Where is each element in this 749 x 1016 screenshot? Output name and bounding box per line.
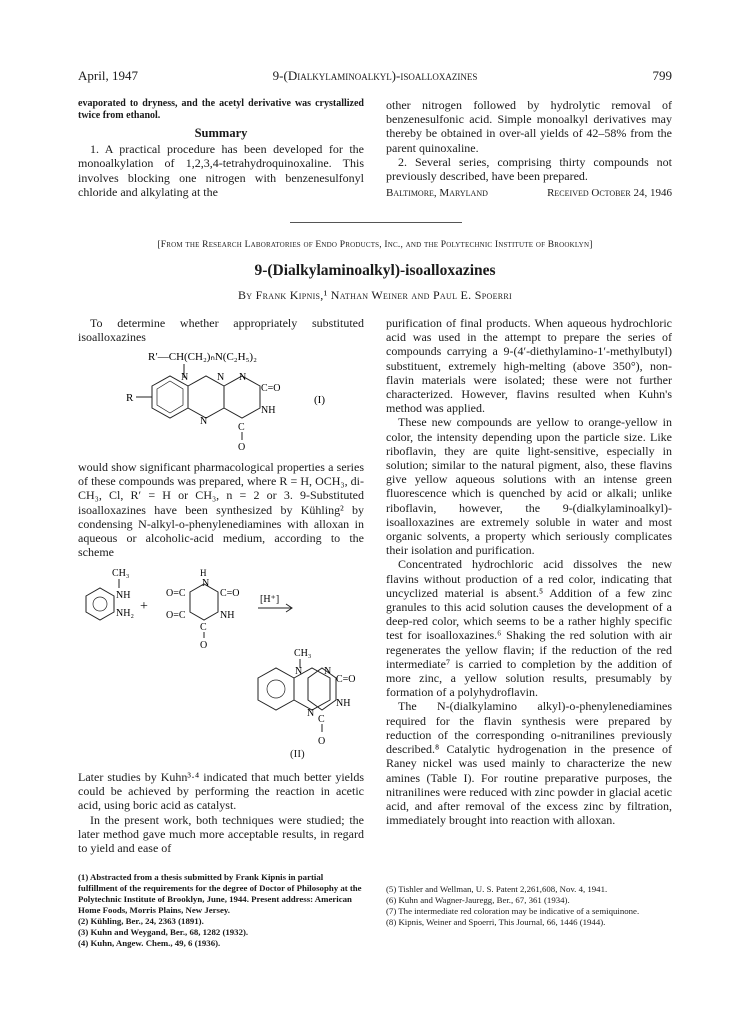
footnote-2: (2) Kühling, Ber., 24, 2363 (1891).: [78, 916, 204, 926]
footnote-3: (3) Kuhn and Weygand, Ber., 68, 1282 (1932).: [78, 927, 249, 937]
svg-text:NH: NH: [220, 610, 235, 621]
affiliation: [From the Research Laboratories of Endo Products, Inc., and the Polytechnic Institute of Brooklyn]: [157, 240, 593, 250]
prev-article-right-column: [386, 98, 672, 200]
left-column-synthesis: [78, 460, 364, 559]
footnote-6: (6) Kuhn and Wagner-Jauregg, Ber., 67, 361 (1934).: [386, 895, 570, 905]
summary-paragraph-1: 1. A practical procedure has been developed for the monoalkylation of 1,2,3,4-tetrahydroquinoxaline. This involves blocking one nitrogen with benzenesulfonyl chloride and alkylating at the: [78, 142, 364, 199]
arrow-label: [H⁺]: [260, 594, 280, 605]
svg-text:N: N: [202, 578, 210, 589]
svg-text:NH₂: NH₂: [116, 608, 134, 619]
svg-text:H: H: [200, 568, 207, 578]
r-substituent: R: [126, 392, 134, 404]
received-line: [386, 186, 672, 200]
hcl-paragraph: Concentrated hydrochloric acid dissolves the new flavins without production of a red color, indicating that uncyclized material is absent.⁵ Addition of a few zinc granules to this acid solution causes the development of a deep-red color, which seems to be a rather highly specific test for isoalloxazines.⁶ Shaking the red solution with air regenerates the yellow flavin; if the reduction of the red intermediate⁷ is carried to completion by the addition of more zinc, a yellow solution results, presumably by formation of a polyhydroflavin.: [386, 557, 672, 700]
summary-paragraph-2: 2. Several series, comprising thirty compounds not previously described, have been prepared.: [386, 154, 672, 184]
svg-text:CH₃: CH₃: [294, 648, 312, 659]
svg-text:O=C: O=C: [166, 588, 186, 599]
footnote-8: (8) Kipnis, Weiner and Spoerri, This Journal, 66, 1446 (1944).: [386, 917, 606, 927]
svg-text:N: N: [217, 372, 225, 383]
footnote-1: (1) Abstracted from a thesis submitted by Frank Kipnis in partial fulfillment of the requirements for the degree of Doctor of Philosophy at the Polytechnic Institute of Brooklyn, June, 1944. Present address: American Home Foods, Morris Plains, New Jersey.: [78, 872, 362, 915]
running-header: [78, 68, 672, 84]
svg-text:N: N: [324, 666, 332, 677]
svg-text:O: O: [200, 640, 208, 651]
svg-text:C=O: C=O: [220, 588, 240, 599]
svg-text:C: C: [238, 422, 245, 433]
svg-text:O=C: O=C: [166, 610, 186, 621]
svg-text:NH: NH: [116, 590, 131, 601]
svg-text:C: C: [200, 622, 207, 633]
purification-paragraph: purification of final products. When aqueous hydrochloric acid was used in the attempt to prepare the series of compounds carrying a 9-(4′-diethylamino-1′-methylbutyl) substituent, extremely high-melting (above 350°), non-flavin materials were isolated; these were not further characterized. However, flavins resulted when Kuhn's method was applied.: [386, 316, 672, 416]
svg-text:N: N: [200, 416, 208, 427]
section-divider: [290, 222, 462, 223]
diamine-paragraph: The N-(dialkylamino alkyl)-o-phenylenediamines required for the flavin synthesis were prepared by reduction of the corresponding o-nitranilines previously described.⁸ Catalytic hydrogenation in the presence of Raney nickel was used mainly to characterize the new amines (Table I). For routine preparative purposes, the nitranilines were reduced with zinc powder in glacial acetic acid, and after removal of the excess zinc by filtration, immediately brought into reaction with alloxan.: [386, 699, 672, 828]
structure-II-right-ring: [306, 660, 366, 750]
svg-text:CH₃: CH₃: [112, 568, 130, 579]
svg-text:NH: NH: [261, 405, 276, 416]
structure-I: [100, 346, 360, 454]
svg-text:N: N: [239, 372, 247, 383]
svg-text:NH: NH: [336, 698, 351, 709]
later-studies-paragraph: Later studies by Kuhn³·⁴ indicated that much better yields could be achieved by performing the reaction in acetic acid, using boric acid as catalyst.: [78, 770, 364, 813]
color-paragraph: These new compounds are yellow to orange-yellow in color, the intensity depending upon the particle size. Like riboflavin, they are quite light-sensitive, especially in solution; similar to the natural pigment, also, these flavins give yellow aqueous solutions with an intense green fluorescence which is quenched by acid or alkali; unlike riboflavin, however, the 9-(dialkylaminoalkyl)-isoalloxazines are extremely soluble in water and most organic solvents, a property which seriously complicates their isolation and purification.: [386, 415, 672, 558]
svg-text:N: N: [307, 708, 315, 719]
article-title: 9-(Dialkylaminoalkyl)-isoalloxazines: [254, 262, 496, 279]
running-title: 9-(Dialkylaminoalkyl)-isoalloxazines: [272, 68, 478, 83]
intro-paragraph: To determine whether appropriately substituted isoalloxazines: [78, 316, 364, 345]
structure-I-label: (I): [314, 394, 325, 406]
svg-text:C: C: [318, 714, 325, 725]
svg-text:+: +: [140, 599, 148, 614]
footnote-7: (7) The intermediate red coloration may be indicative of a semiquinone.: [386, 906, 640, 916]
right-column: [386, 316, 672, 827]
footnote-5: (5) Tishler and Wellman, U. S. Patent 2,261,608, Nov. 4, 1941.: [386, 884, 608, 894]
svg-text:O: O: [318, 736, 326, 747]
footnotes-left: [78, 872, 364, 949]
svg-text:N: N: [295, 666, 303, 677]
svg-text:O: O: [238, 442, 246, 453]
left-column-intro: [78, 316, 364, 344]
footnotes-right: [386, 884, 672, 928]
page-number: 799: [652, 68, 672, 83]
present-work-paragraph: In the present work, both techniques were studied; the later method gave much more acceptable results, in regard to yield and ease of: [78, 812, 364, 856]
summary-continuation: other nitrogen followed by hydrolytic removal of benzenesulfonic acid. Simple monoalkyl derivatives may thereby be obtained in over-all yields of 42–58% from the parent quinoxaline.: [386, 98, 672, 155]
authors: By Frank Kipnis,¹ Nathan Weiner and Paul E. Spoerri: [237, 288, 513, 302]
prev-article-left-column: [78, 98, 364, 199]
structure-II-label: (II): [290, 748, 305, 760]
footnote-4: (4) Kuhn, Angew. Chem., 49, 6 (1936).: [78, 938, 221, 948]
issue-date: April, 1947: [78, 68, 138, 83]
synthesis-paragraph: would show significant pharmacological properties a series of these compounds was prepared, where R = H, OCH₃, di-CH₃, Cl, R′ = H or CH₃, n = 2 or 3. 9-Substituted isoalloxazines have been synthesized by Kühling² by condensing N-alkyl-o-phenylenediamines with alloxan in aqueous or alcoholic-acid medium, according to the scheme: [78, 460, 364, 560]
svg-text:C=O: C=O: [336, 674, 356, 685]
side-chain-formula: R′—CH(CH₂)ₙN(C₂H₅)₂: [148, 351, 257, 363]
summary-heading: Summary: [194, 126, 248, 140]
left-column-later: [78, 770, 364, 855]
place: Baltimore, Maryland: [386, 187, 488, 200]
received-date: Received October 24, 1946: [547, 187, 672, 200]
prev-article-tail: evaporated to dryness, and the acetyl derivative was crystallized twice from ethanol.: [78, 98, 364, 121]
svg-text:C=O: C=O: [261, 383, 281, 394]
svg-text:N: N: [181, 372, 189, 383]
